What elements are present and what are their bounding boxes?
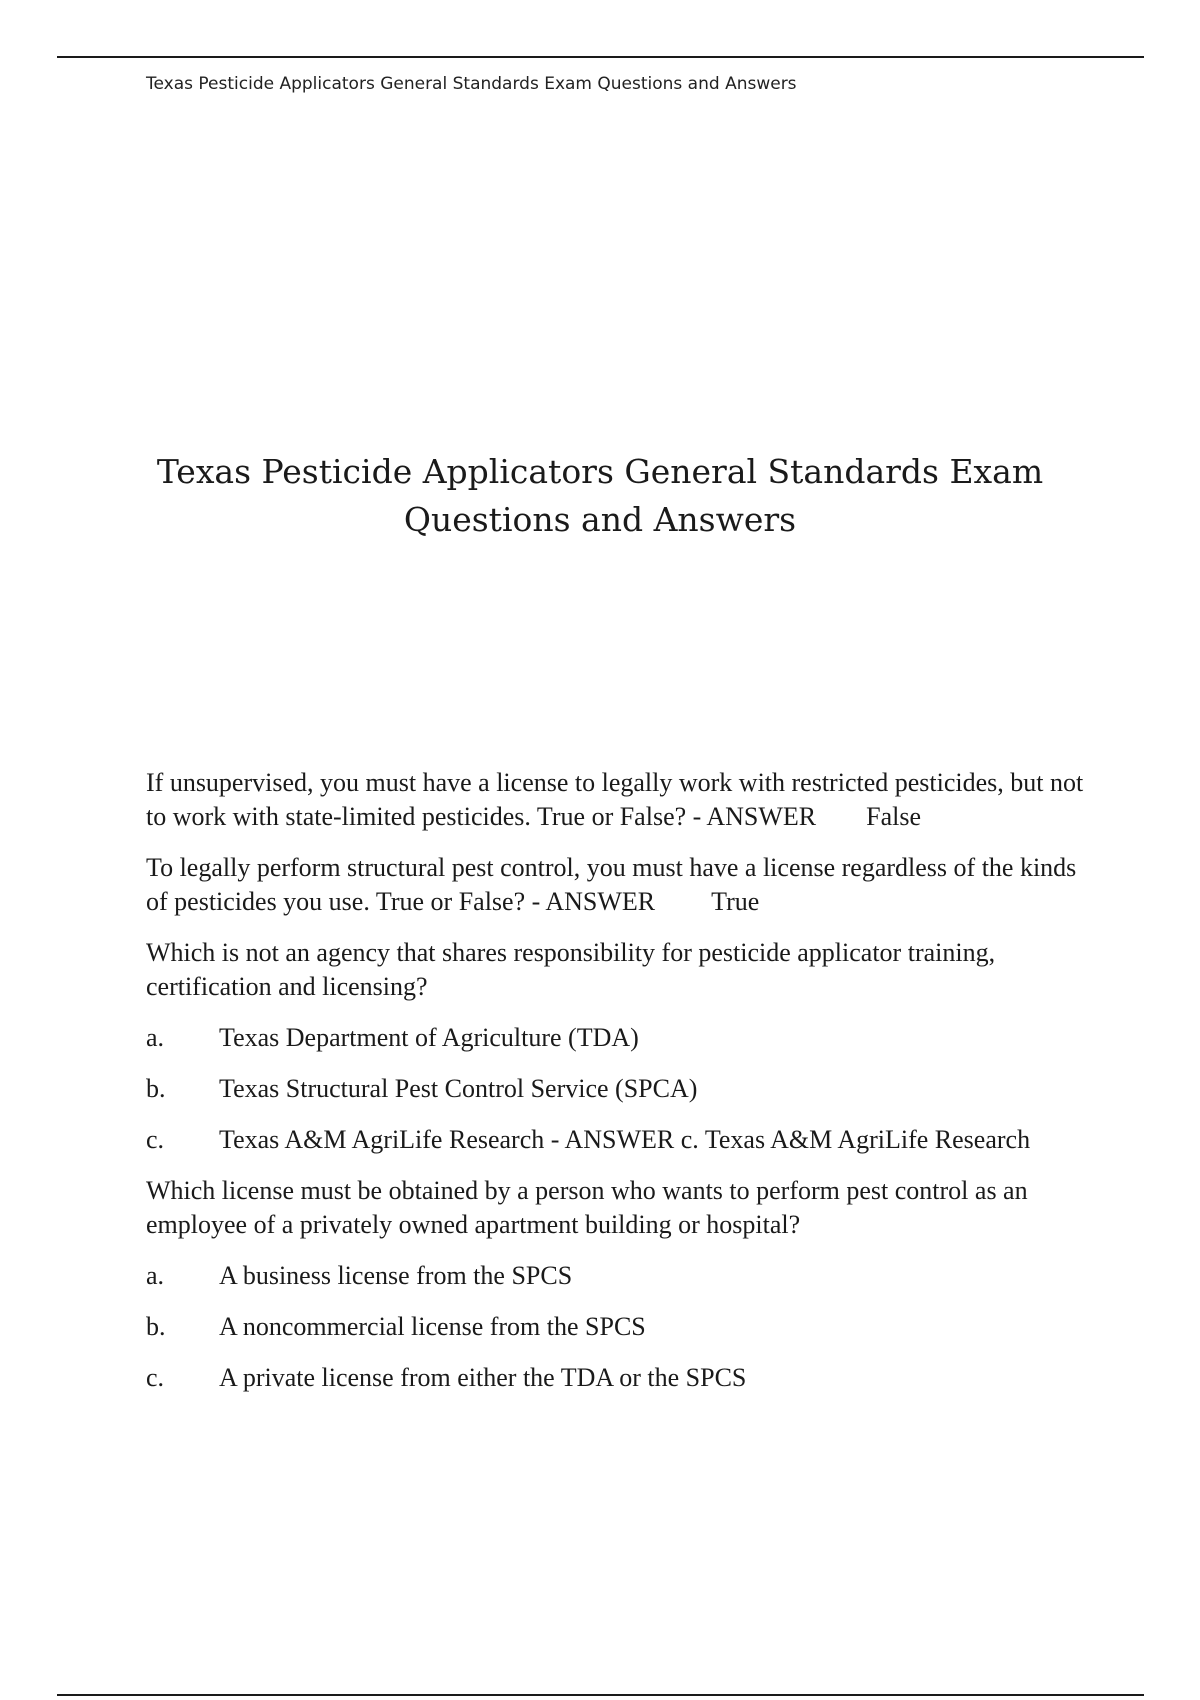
option-item [146,1310,1096,1344]
option-item [146,1072,1096,1106]
option-item [146,1361,1096,1395]
option-item [146,1259,1096,1293]
option-item [146,1123,1096,1157]
footer-rule [57,1694,1144,1696]
question-list [146,766,1096,1412]
question-2 [146,851,1096,919]
header-rule [57,56,1144,58]
option-text: A business license from the SPCS [219,1261,573,1290]
question-text: To legally perform structural pest control, you must have a license regardless of the kinds of pesticides you use. True or False? - ANSWER [146,853,1077,916]
option-text: Texas Department of Agriculture (TDA) [219,1023,639,1052]
option-letter: c. [146,1363,165,1392]
document-title [0,448,1200,544]
answer-value: True [711,887,760,916]
question-1 [146,766,1096,834]
option-item [146,1021,1096,1055]
option-text: Texas A&M AgriLife Research - ANSWER c. Texas A&M AgriLife Research [219,1125,1031,1154]
question-4: Which license must be obtained by a person who wants to perform pest control as an employee of a privately owned apartment building or hospital? [146,1176,1028,1239]
question-3: Which is not an agency that shares responsibility for pesticide applicator training, certification and licensing? [146,938,996,1001]
option-text: A noncommercial license from the SPCS [219,1312,646,1341]
option-letter: a. [146,1261,165,1290]
option-text: Texas Structural Pest Control Service (SPCA) [219,1074,698,1103]
title-line-2: Questions and Answers [403,500,797,539]
title-line-1: Texas Pesticide Applicators General Standards Exam [156,452,1044,491]
option-letter: c. [146,1125,165,1154]
option-text: A private license from either the TDA or the SPCS [219,1363,747,1392]
running-header: Texas Pesticide Applicators General Standards Exam Questions and Answers [146,74,797,94]
question-text: If unsupervised, you must have a license to legally work with restricted pesticides, but not to work with state-limited pesticides. True or False? - ANSWER [146,768,1084,831]
answer-value: False [866,802,922,831]
option-letter: b. [146,1074,166,1103]
option-letter: a. [146,1023,165,1052]
option-letter: b. [146,1312,166,1341]
